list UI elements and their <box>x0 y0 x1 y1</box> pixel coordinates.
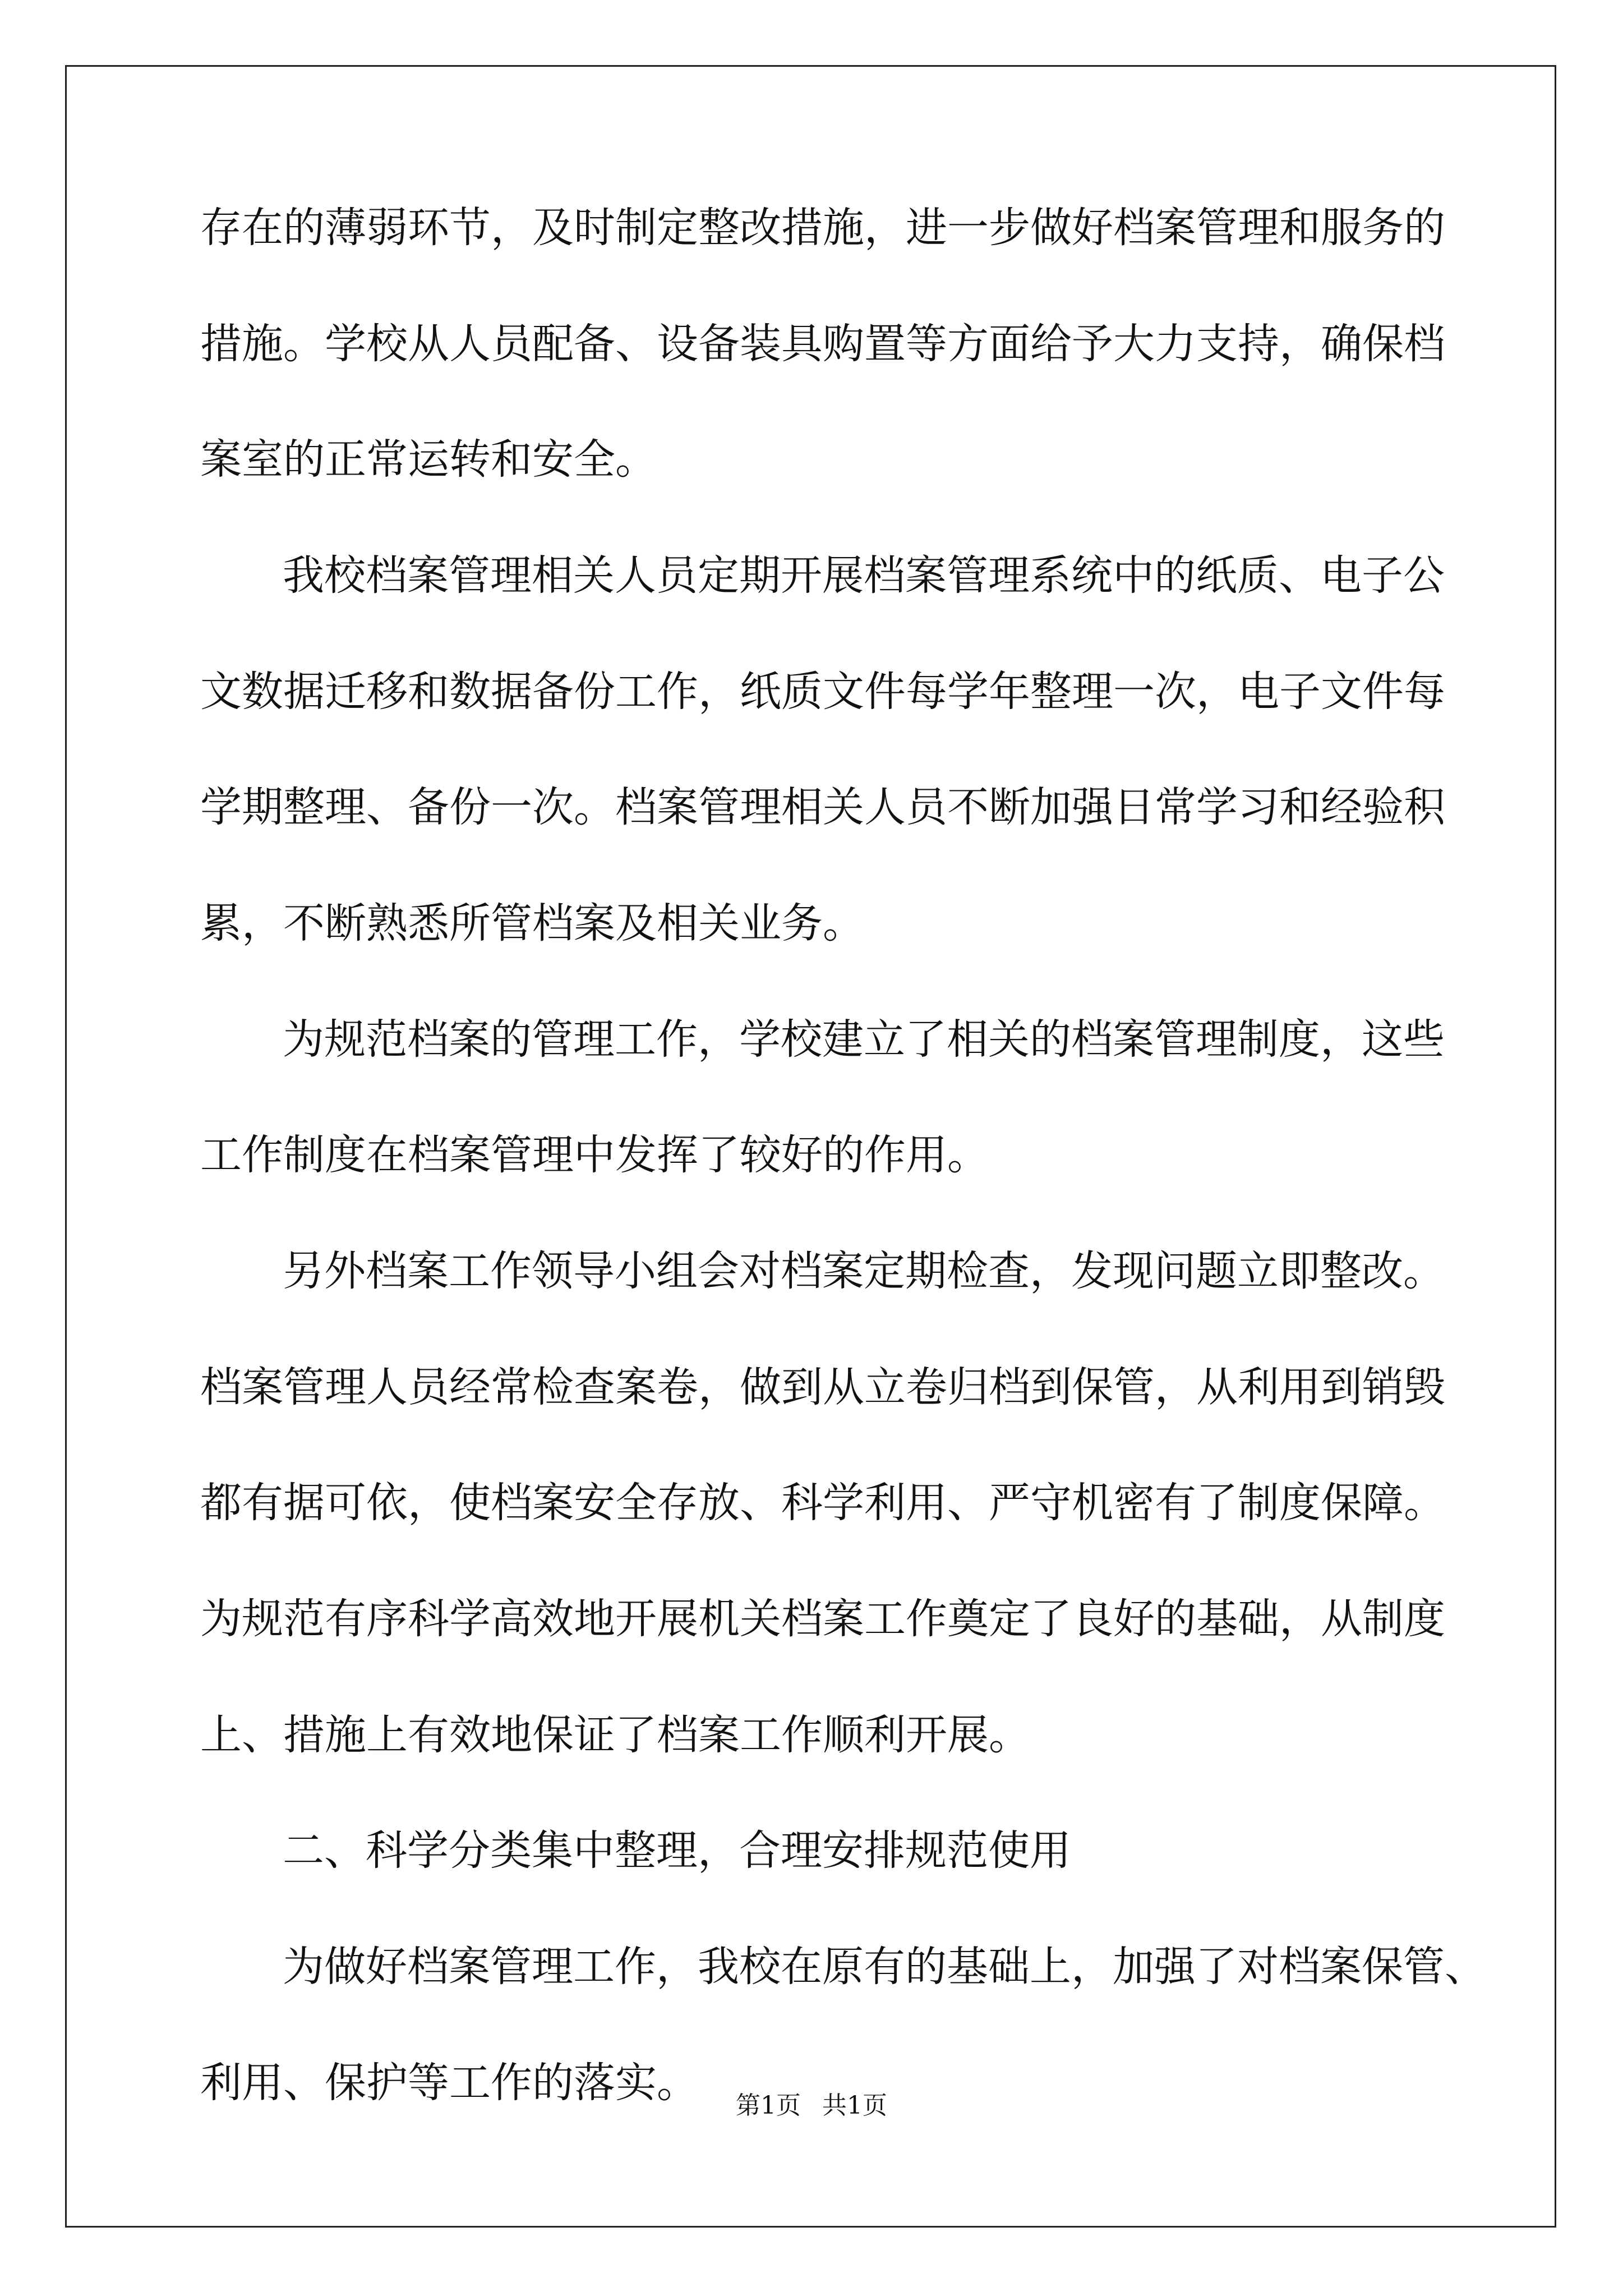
text-line: 累，不断熟悉所管档案及相关业务。 <box>200 899 864 947</box>
page-number: 第1页 <box>736 2091 801 2120</box>
text-line: 措施。学校从人员配备、设备装具购置等方面给予大力支持，确保档 <box>200 320 1445 368</box>
text-line: 上、措施上有效地保证了档案工作顺利开展。 <box>200 1711 1030 1759</box>
text-line: 档案管理人员经常检查案卷，做到从立卷归档到保管，从利用到销毁 <box>200 1363 1445 1411</box>
text-line: 利用、保护等工作的落实。 <box>200 2059 698 2107</box>
text-line: 工作制度在档案管理中发挥了较好的作用。 <box>200 1131 989 1179</box>
paragraph-start-line: 我校档案管理相关人员定期开展档案管理系统中的纸质、电子公 <box>283 551 1445 600</box>
paragraph-start-line: 另外档案工作领导小组会对档案定期检查，发现问题立即整改。 <box>283 1247 1445 1295</box>
text-line: 文数据迁移和数据备份工作，纸质文件每学年整理一次，电子文件每 <box>200 668 1445 716</box>
text-line: 存在的薄弱环节，及时制定整改措施，进一步做好档案管理和服务的 <box>200 204 1445 252</box>
page-total: 共1页 <box>822 2091 887 2120</box>
paragraph-start-line: 为规范档案的管理工作，学校建立了相关的档案管理制度，这些 <box>283 1015 1445 1064</box>
page-footer <box>0 2089 1623 2123</box>
text-line: 为规范有序科学高效地开展机关档案工作奠定了良好的基础，从制度 <box>200 1595 1445 1643</box>
text-line: 都有据可依，使档案安全存放、科学利用、严守机密有了制度保障。 <box>200 1479 1445 1527</box>
section-heading: 二、科学分类集中整理，合理安排规范使用 <box>283 1826 1071 1875</box>
text-line: 学期整理、备份一次。档案管理相关人员不断加强日常学习和经验积 <box>200 783 1445 831</box>
text-line: 案室的正常运转和安全。 <box>200 435 657 484</box>
paragraph-start-line: 为做好档案管理工作，我校在原有的基础上，加强了对档案保管、 <box>283 1943 1486 1991</box>
